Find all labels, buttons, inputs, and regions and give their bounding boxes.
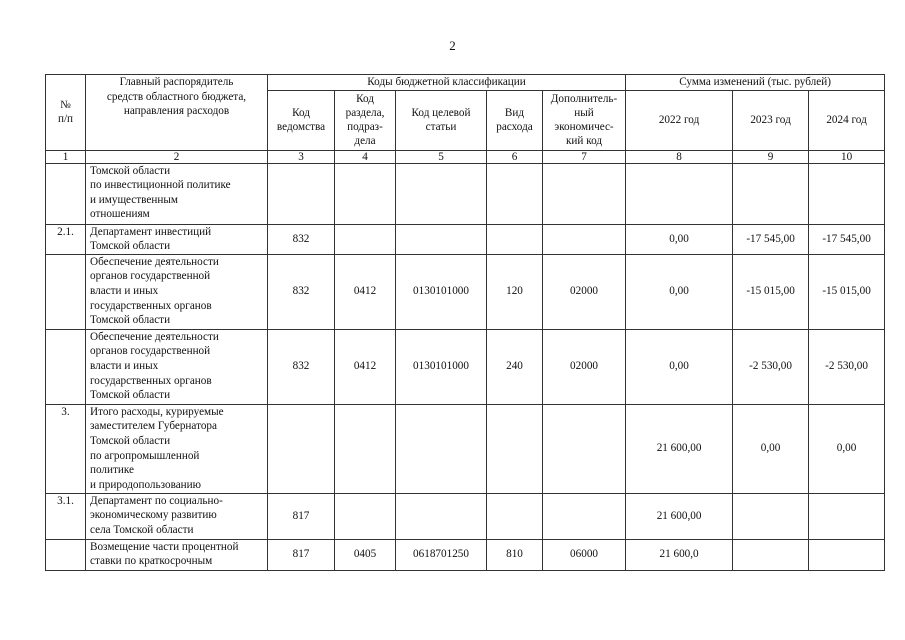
econ-code: [543, 224, 626, 254]
section-code: [335, 163, 396, 224]
row-name: Департамент по социально- экономическому развитию села Томской области: [86, 493, 268, 539]
expense-type: [487, 163, 543, 224]
econ-code: [543, 404, 626, 493]
sum-2022: [626, 163, 733, 224]
row-name: Департамент инвестиций Томской области: [86, 224, 268, 254]
header-name: Главный распорядитель средств областного бюджета, направления расходов: [86, 75, 268, 151]
sum-2024: -17 545,00: [809, 224, 885, 254]
column-number: 10: [809, 150, 885, 163]
target-code: [396, 163, 487, 224]
page-number: 2: [449, 38, 456, 53]
section-code: [335, 493, 396, 539]
row-number: [46, 329, 86, 404]
table-row: [46, 163, 885, 224]
dept-code: 832: [268, 329, 335, 404]
dept-code: [268, 163, 335, 224]
dept-code: 832: [268, 224, 335, 254]
table-row: [46, 329, 885, 404]
sum-2022: 0,00: [626, 224, 733, 254]
row-number: 3.: [46, 404, 86, 493]
section-code: 0405: [335, 539, 396, 570]
column-number: 5: [396, 150, 487, 163]
column-number: 6: [487, 150, 543, 163]
sum-2023: [733, 493, 809, 539]
sum-2022: 21 600,0: [626, 539, 733, 570]
row-number: 2.1.: [46, 224, 86, 254]
sum-2024: -2 530,00: [809, 329, 885, 404]
expense-type: [487, 493, 543, 539]
column-number: 8: [626, 150, 733, 163]
column-number: 1: [46, 150, 86, 163]
target-code: [396, 404, 487, 493]
dept-code: 832: [268, 254, 335, 329]
header-row-number: № п/п: [46, 75, 86, 151]
expense-type: [487, 404, 543, 493]
header-dept-code: Код ведомства: [268, 90, 335, 150]
header-year-2022: 2022 год: [626, 90, 733, 150]
header-budget-codes: Коды бюджетной классификации: [268, 75, 626, 91]
expense-type: 120: [487, 254, 543, 329]
sum-2024: [809, 539, 885, 570]
row-name: Итого расходы, курируемые заместителем Губернатора Томской области по агропромышленной политике и природопользованию: [86, 404, 268, 493]
row-number: [46, 254, 86, 329]
econ-code: 02000: [543, 329, 626, 404]
header-section-code: Код раздела, подраз- дела: [335, 90, 396, 150]
column-number: 3: [268, 150, 335, 163]
sum-2023: 0,00: [733, 404, 809, 493]
header-econ-code: Дополнитель- ный экономичес- кий код: [543, 90, 626, 150]
econ-code: 06000: [543, 539, 626, 570]
sum-2023: -15 015,00: [733, 254, 809, 329]
target-code: [396, 224, 487, 254]
row-name: Возмещение части процентной ставки по краткосрочным: [86, 539, 268, 570]
target-code: 0130101000: [396, 254, 487, 329]
sum-2023: -2 530,00: [733, 329, 809, 404]
row-name: Обеспечение деятельности органов государственной власти и иных государственных органов Томской области: [86, 329, 268, 404]
expense-type: 240: [487, 329, 543, 404]
header-year-2024: 2024 год: [809, 90, 885, 150]
sum-2024: 0,00: [809, 404, 885, 493]
sum-2024: [809, 163, 885, 224]
sum-2022: 21 600,00: [626, 404, 733, 493]
sum-2023: [733, 163, 809, 224]
table-row: [46, 254, 885, 329]
budget-changes-table: [45, 74, 885, 571]
sum-2022: 21 600,00: [626, 493, 733, 539]
dept-code: 817: [268, 493, 335, 539]
table-row: [46, 224, 885, 254]
section-code: [335, 224, 396, 254]
econ-code: [543, 493, 626, 539]
target-code: 0130101000: [396, 329, 487, 404]
sum-2024: -15 015,00: [809, 254, 885, 329]
table-row: [46, 539, 885, 570]
dept-code: 817: [268, 539, 335, 570]
header-expense-type: Вид расхода: [487, 90, 543, 150]
row-number: 3.1.: [46, 493, 86, 539]
econ-code: [543, 163, 626, 224]
column-number: 7: [543, 150, 626, 163]
dept-code: [268, 404, 335, 493]
section-code: 0412: [335, 254, 396, 329]
target-code: 0618701250: [396, 539, 487, 570]
row-name: Обеспечение деятельности органов государственной власти и иных государственных органов Томской области: [86, 254, 268, 329]
section-code: [335, 404, 396, 493]
row-name: Томской области по инвестиционной политике и имущественным отношениям: [86, 163, 268, 224]
target-code: [396, 493, 487, 539]
row-number: [46, 163, 86, 224]
column-number: 9: [733, 150, 809, 163]
row-number: [46, 539, 86, 570]
header-change-sums: Сумма изменений (тыс. рублей): [626, 75, 885, 91]
sum-2023: -17 545,00: [733, 224, 809, 254]
econ-code: 02000: [543, 254, 626, 329]
table-row: [46, 493, 885, 539]
sum-2022: 0,00: [626, 329, 733, 404]
section-code: 0412: [335, 329, 396, 404]
column-number: 2: [86, 150, 268, 163]
expense-type: [487, 224, 543, 254]
sum-2023: [733, 539, 809, 570]
header-year-2023: 2023 год: [733, 90, 809, 150]
sum-2022: 0,00: [626, 254, 733, 329]
sum-2024: [809, 493, 885, 539]
column-number: 4: [335, 150, 396, 163]
header-target-code: Код целевой статьи: [396, 90, 487, 150]
expense-type: 810: [487, 539, 543, 570]
table-row: [46, 404, 885, 493]
